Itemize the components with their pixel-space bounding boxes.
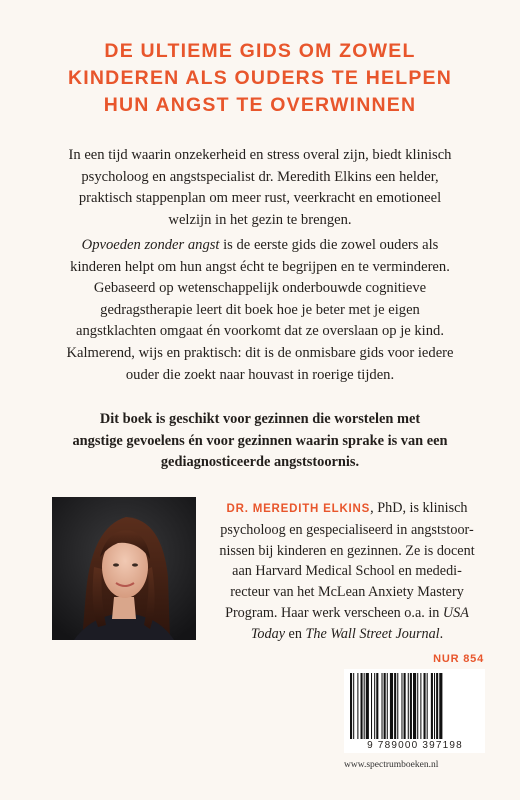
- headline-line: HUN ANGST TE OVERWINNEN: [103, 94, 417, 116]
- text-fragment: is de eerste gids die zowel ouders als: [219, 237, 439, 253]
- barcode-bar: [410, 673, 412, 739]
- text-line: psycholoog en angstspecialist dr. Meredith Elkins een helder,: [81, 168, 439, 185]
- text-line: nissen bij kinderen en gezinnen. Ze is docent: [219, 542, 475, 559]
- barcode-bar: [350, 673, 352, 739]
- text-line: [207, 498, 487, 520]
- text-line: ouder die zoekt naar houvast in roerige tijden.: [125, 366, 395, 383]
- barcode-bar: [420, 673, 421, 739]
- text-line: In een tijd waarin onzekerheid en stress overal zijn, biedt klinisch: [68, 147, 452, 163]
- text-fragment: en: [285, 625, 306, 642]
- book-title: Opvoeden zonder angst: [81, 237, 220, 253]
- author-name: DR. MEREDITH ELKINS: [226, 503, 371, 515]
- publication-name: The Wall Street Journal: [305, 625, 440, 642]
- intro-paragraph: [20, 145, 500, 231]
- audience-paragraph: [20, 409, 500, 474]
- text-line: aan Harvard Medical School en mededi-: [232, 563, 462, 580]
- author-bio: [207, 498, 487, 645]
- text-line: Kalmerend, wijs en praktisch: dit is de onmisbare gids voor iedere: [66, 344, 454, 361]
- barcode-bar: [436, 673, 438, 739]
- text-line: gedragstherapie leert dit boek hoe je beter met je eigen: [100, 301, 420, 318]
- text-line: [207, 603, 487, 624]
- barcode-bar: [374, 673, 375, 739]
- author-photo: [52, 497, 196, 640]
- text-line: [20, 235, 500, 257]
- text-line: kinderen helpt om hun angst écht te begrijpen en te verminderen.: [70, 258, 450, 275]
- text-line: praktisch stappenplan om meer rust, veerkracht en emotioneel: [78, 190, 442, 207]
- barcode-bar: [384, 673, 386, 739]
- text-fragment: Program. Haar werk verscheen o.a. in: [225, 604, 443, 621]
- barcode-bar: [382, 673, 383, 739]
- barcode-bar: [394, 673, 396, 739]
- barcode-bar: [361, 673, 363, 739]
- text-line: psycholoog en gespecialiseerd in angststoor-: [220, 521, 474, 538]
- nur-code: NUR 854: [433, 653, 484, 665]
- barcode-bar: [439, 673, 442, 739]
- headline-line: DE ULTIEME GIDS OM ZOWEL: [104, 40, 416, 62]
- headline: [0, 38, 520, 119]
- barcode-bar: [353, 673, 354, 739]
- barcode-bar: [434, 673, 435, 739]
- description-paragraph: [20, 235, 500, 386]
- text-line: angstige gevoelens én voor gezinnen waarin sprake is van een: [72, 432, 448, 449]
- barcode-bar: [376, 673, 378, 739]
- barcode-bar: [401, 673, 402, 739]
- barcode-bar: [357, 673, 358, 739]
- text-fragment: .: [439, 625, 444, 642]
- barcode-bar: [387, 673, 388, 739]
- barcode-bar: [413, 673, 416, 739]
- barcode-bar: [431, 673, 433, 739]
- headline-line: KINDEREN ALS OUDERS TE HELPEN: [67, 67, 453, 89]
- barcode-bar: [427, 673, 428, 739]
- barcode-bar: [417, 673, 418, 739]
- text-line: welzijn in het gezin te brengen.: [168, 211, 352, 228]
- barcode-bar: [424, 673, 426, 739]
- publication-name: USA: [442, 604, 469, 621]
- isbn-number: 9 789000 397198: [348, 740, 482, 751]
- barcode-bar: [404, 673, 406, 739]
- publisher-website: www.spectrumboeken.nl: [344, 760, 439, 770]
- barcode-bar: [390, 673, 393, 739]
- barcode-bar: [364, 673, 365, 739]
- barcode-bar: [366, 673, 369, 739]
- barcode-bar: [408, 673, 409, 739]
- barcode-bar: [371, 673, 372, 739]
- text-line: Dit boek is geschikt voor gezinnen die worstelen met: [99, 411, 421, 427]
- text-line: recteur van het McLean Anxiety Mastery: [230, 584, 464, 601]
- text-line: gediagnosticeerde angststoornis.: [160, 454, 360, 471]
- text-line: angstklachten omgaat én voorkomt dat ze overslaan op je kind.: [76, 323, 444, 340]
- text-line: Gebaseerd op wetenschappelijk onderbouwde cognitieve: [93, 280, 427, 297]
- text-line: [207, 624, 487, 645]
- publication-name: Today: [250, 625, 285, 642]
- barcode-bar: [397, 673, 398, 739]
- text-fragment: , PhD, is klinisch: [370, 500, 468, 516]
